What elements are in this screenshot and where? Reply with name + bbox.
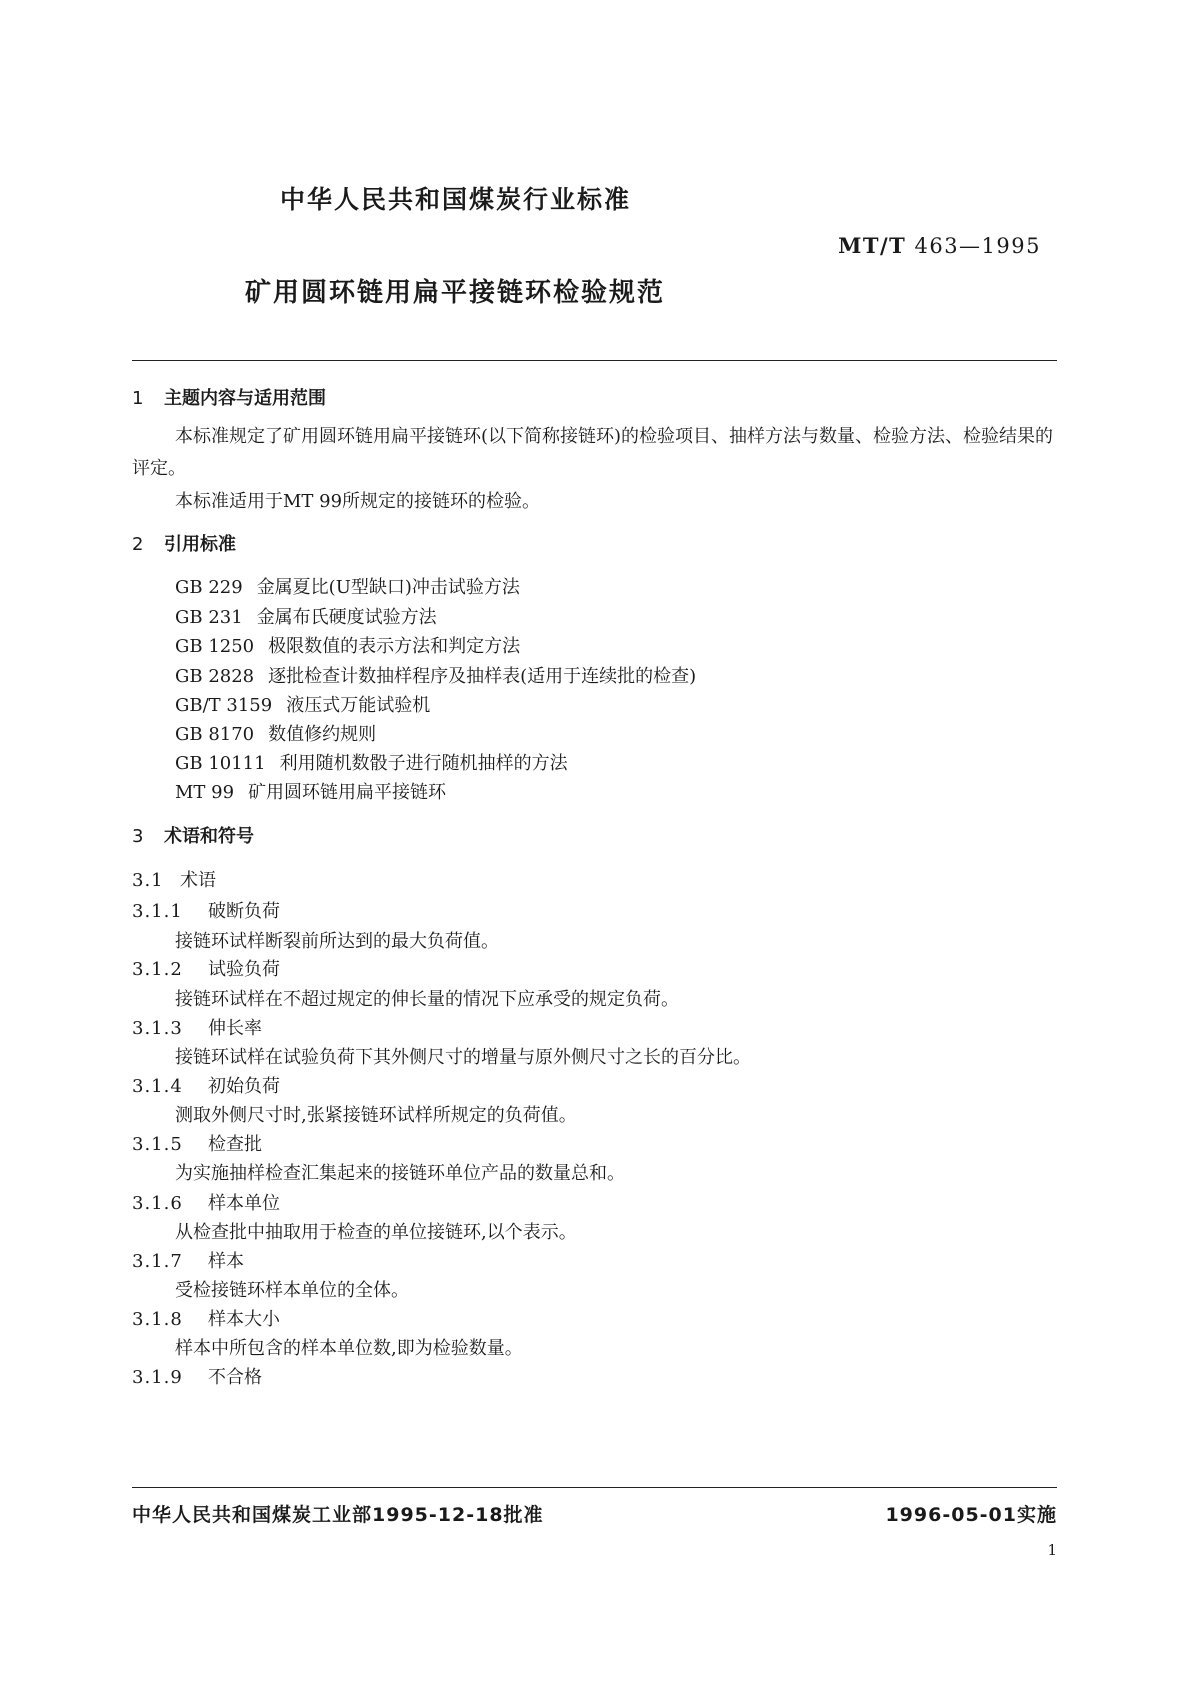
reference-code: GB/T 3159: [175, 695, 273, 716]
section-3-heading: [132, 822, 254, 848]
term-number: 3.1.2: [132, 959, 183, 980]
term-number: 3.1.6: [132, 1193, 183, 1214]
reference-code: GB 1250: [175, 636, 255, 657]
term-heading: [132, 1363, 262, 1389]
section-title: 引用标准: [164, 534, 236, 555]
reference-code: MT 99: [175, 782, 235, 803]
reference-item: [175, 573, 520, 599]
reference-item: [175, 662, 696, 688]
standard-number: 463—1995: [914, 234, 1041, 258]
term-definition: 从检查批中抽取用于检查的单位接链环,以个表示。: [175, 1222, 577, 1243]
section-1-paragraph-1: 本标准规定了矿用圆环链用扁平接链环(以下简称接链环)的检验项目、抽样方法与数量、检验方法、检验结果的评定。: [132, 426, 1054, 479]
subsection-title: 术语: [180, 870, 216, 891]
page-number: 1: [1047, 1541, 1057, 1559]
term-name: 不合格: [208, 1367, 262, 1388]
term-name: 样本单位: [208, 1193, 280, 1214]
subsection-3-1: [132, 866, 216, 892]
section-number: 2: [132, 534, 144, 555]
reference-code: GB 231: [175, 607, 243, 628]
reference-item: [175, 632, 520, 658]
section-number: 3: [132, 826, 144, 847]
term-number: 3.1.7: [132, 1251, 183, 1272]
term-definition: 受检接链环样本单位的全体。: [175, 1280, 409, 1301]
reference-title: 矿用圆环链用扁平接链环: [248, 782, 447, 803]
term-heading: [132, 955, 280, 981]
term-number: 3.1.8: [132, 1309, 183, 1330]
approval-line: 中华人民共和国煤炭工业部1995-12-18批准: [132, 1504, 544, 1526]
term-heading: [132, 1247, 244, 1273]
term-number: 3.1.5: [132, 1134, 183, 1155]
term-heading: [132, 1305, 280, 1331]
reference-code: GB 229: [175, 577, 243, 598]
effective-date: 1996-05-01实施: [885, 1504, 1057, 1526]
standard-prefix: MT/T: [838, 233, 907, 258]
term-name: 检查批: [208, 1134, 262, 1155]
term-number: 3.1.9: [132, 1367, 183, 1388]
term-heading: [132, 1014, 262, 1040]
reference-item: [175, 603, 437, 629]
reference-title: 极限数值的表示方法和判定方法: [268, 636, 521, 657]
reference-code: GB 10111: [175, 753, 266, 774]
section-number: 1: [132, 388, 144, 409]
reference-title: 利用随机数骰子进行随机抽样的方法: [279, 753, 568, 774]
subsection-number: 3.1: [132, 870, 164, 891]
reference-code: GB 8170: [175, 724, 255, 745]
org-title: 中华人民共和国煤炭行业标准: [280, 185, 632, 214]
term-name: 破断负荷: [208, 901, 280, 922]
term-definition: 接链环试样断裂前所达到的最大负荷值。: [175, 931, 499, 952]
reference-code: GB 2828: [175, 666, 255, 687]
term-name: 试验负荷: [208, 959, 280, 980]
term-heading: [132, 1072, 280, 1098]
section-1-heading: [132, 384, 326, 410]
reference-title: 金属布氏硬度试验方法: [256, 607, 437, 628]
term-number: 3.1.1: [132, 901, 183, 922]
section-2-heading: [132, 530, 236, 556]
reference-title: 数值修约规则: [268, 724, 377, 745]
term-definition: 接链环试样在不超过规定的伸长量的情况下应承受的规定负荷。: [175, 989, 679, 1010]
term-definition: 样本中所包含的样本单位数,即为检验数量。: [175, 1338, 523, 1359]
term-name: 样本: [208, 1251, 244, 1272]
standard-code: [838, 233, 1041, 258]
term-name: 伸长率: [208, 1018, 262, 1039]
reference-item: [175, 691, 430, 717]
header-divider: [132, 360, 1057, 361]
reference-title: 金属夏比(U型缺口)冲击试验方法: [256, 577, 520, 598]
term-heading: [132, 1130, 262, 1156]
term-heading: [132, 1189, 280, 1215]
document-title: 矿用圆环链用扁平接链环检验规范: [245, 278, 666, 308]
term-heading: [132, 897, 280, 923]
section-title: 主题内容与适用范围: [164, 388, 326, 409]
term-definition: 接链环试样在试验负荷下其外侧尺寸的增量与原外侧尺寸之长的百分比。: [175, 1047, 751, 1068]
section-1-paragraph-2: 本标准适用于MT 99所规定的接链环的检验。: [175, 491, 541, 512]
footer-divider: [132, 1487, 1057, 1488]
term-name: 初始负荷: [208, 1076, 280, 1097]
section-title: 术语和符号: [164, 826, 254, 847]
reference-item: [175, 720, 376, 746]
term-definition: 测取外侧尺寸时,张紧接链环试样所规定的负荷值。: [175, 1105, 577, 1126]
reference-title: 液压式万能试验机: [286, 695, 431, 716]
reference-item: [175, 778, 446, 804]
reference-title: 逐批检查计数抽样程序及抽样表(适用于连续批的检查): [268, 666, 697, 687]
term-number: 3.1.3: [132, 1018, 183, 1039]
term-number: 3.1.4: [132, 1076, 183, 1097]
term-name: 样本大小: [208, 1309, 280, 1330]
reference-item: [175, 749, 568, 775]
term-definition: 为实施抽样检查汇集起来的接链环单位产品的数量总和。: [175, 1163, 625, 1184]
